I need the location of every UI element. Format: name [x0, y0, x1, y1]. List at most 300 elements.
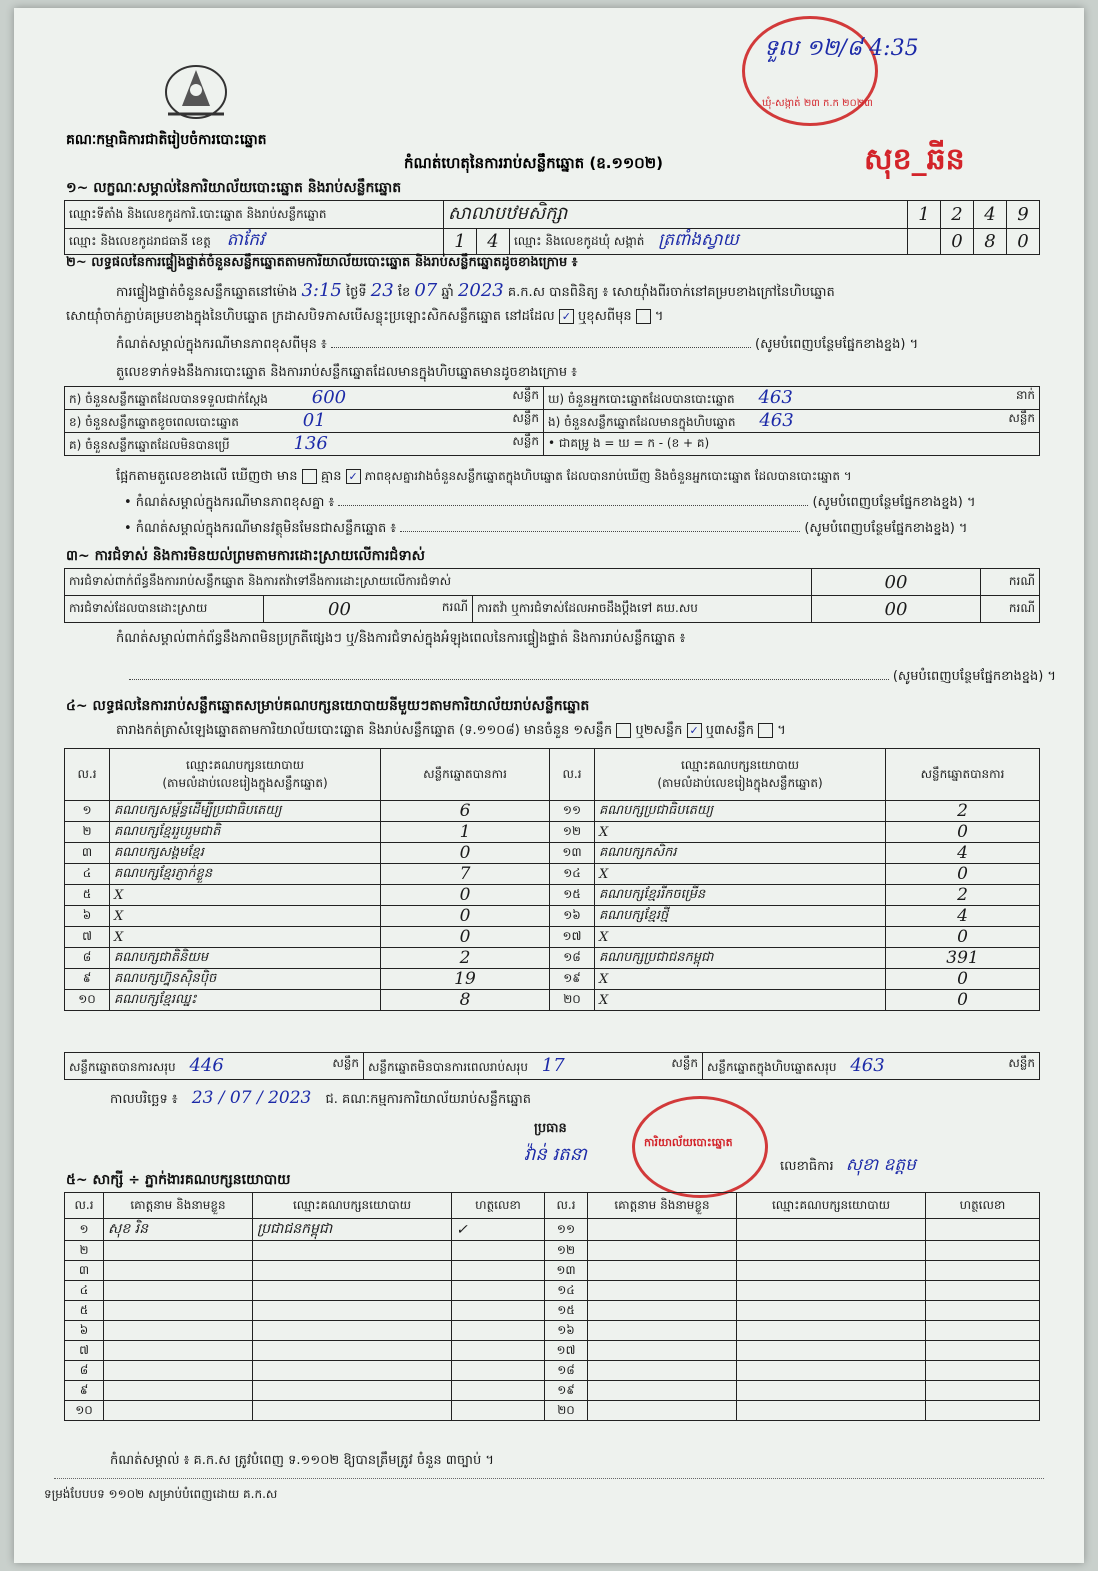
year-label: ឆ្នាំ [441, 285, 454, 300]
count-year: 2023 [457, 280, 504, 301]
month-label: ខែ [397, 285, 411, 300]
figure-b-label: ខ) ចំនួនសន្លឹកឆ្នោតខូចពេលបោះឆ្នោត [69, 415, 239, 429]
witness-party-right [737, 1219, 926, 1241]
figure-d-value: 463 [758, 387, 793, 408]
province-code-1: 1 [444, 229, 477, 255]
witness-sign-left [452, 1321, 545, 1341]
witness-sign-right [926, 1361, 1040, 1381]
result-votes-right: 0 [886, 969, 1040, 990]
objection-row2-value [264, 596, 473, 623]
result-row [65, 969, 1040, 990]
figure-e-unit: សន្លឹក [1008, 411, 1035, 425]
result-no-left: ៦ [65, 906, 110, 927]
witness-sign-left [452, 1261, 545, 1281]
result-party-left: X [110, 927, 381, 948]
result-no-right: ១៧ [550, 927, 595, 948]
witness-name-left [104, 1341, 253, 1361]
witness-no-left: ២ [65, 1241, 104, 1261]
witness-row [65, 1401, 1040, 1421]
col-party-left-sub: (តាមលំដាប់លេខរៀងក្នុងសន្លឹកឆ្នោត) [162, 775, 328, 790]
witness-col-name-right: គោត្តនាម និងនាមខ្លួន [588, 1193, 737, 1219]
witness-name-right [588, 1261, 737, 1281]
emblem-icon [154, 56, 238, 128]
objection-table [64, 568, 1040, 623]
result-votes-right: 391 [886, 948, 1040, 969]
figure-a-value: 600 [311, 387, 347, 408]
result-party-left: X [110, 885, 381, 906]
secretary-signature: សុខា ឧត្តម [845, 1155, 916, 1175]
witness-sign-right [926, 1321, 1040, 1341]
result-votes-right: 4 [886, 906, 1040, 927]
witness-body [65, 1219, 1040, 1421]
witness-party-left [253, 1261, 452, 1281]
objection-row1-unit: ករណី [981, 569, 1040, 596]
witness-no-left: ៦ [65, 1321, 104, 1341]
objection-row2b-label: ការតវ៉ា ឬការជំទាស់ដែលអាចដឹងប្តឹងទៅ គឃ.សប [473, 596, 812, 623]
bullet2-dots [400, 531, 800, 532]
result-row [65, 864, 1040, 885]
witness-party-left [253, 1241, 452, 1261]
witness-sign-right [926, 1341, 1040, 1361]
three-sheet-checkbox[interactable] [758, 723, 773, 738]
section2-heading: ២~ លទ្ធផលនៃការផ្ទៀងផ្ទាត់ចំនួនសន្លឹកឆ្នោតតាមការិយាល័យបោះឆ្នោត និងរាប់សន្លឹកឆ្នោតដូចខាងក្រោម ៖ [66, 255, 578, 270]
result-no-right: ២០ [550, 990, 595, 1011]
bullet1-line [124, 494, 1054, 513]
result-votes-right: 0 [886, 822, 1040, 843]
witness-no-right: ១៤ [545, 1281, 588, 1301]
col-votes-right: សន្លឹកឆ្នោតបានការ [886, 749, 1040, 801]
form-title: កំណត់ហេតុនៃការរាប់សន្លឹកឆ្នោត (ឧ.១១០២) [404, 154, 664, 172]
fill-note: (សូមបំពេញបន្ថែមផ្នែកខាងខ្នង) ។ [755, 337, 919, 352]
result-no-right: ១៩ [550, 969, 595, 990]
total-box: 463 [850, 1055, 885, 1076]
objection-row1-value: 00 [812, 569, 981, 596]
result-no-left: ២ [65, 822, 110, 843]
total-valid-label: សន្លឹកឆ្នោតបានការសរុប [69, 1060, 176, 1074]
count-time: 3:15 [301, 280, 342, 301]
result-row [65, 843, 1040, 864]
result-votes-left: 2 [381, 948, 550, 969]
result-row [65, 948, 1040, 969]
result-party-right: X [595, 969, 886, 990]
station-table [64, 200, 1040, 255]
witness-party-left [253, 1341, 452, 1361]
result-no-right: ១១ [550, 801, 595, 822]
result-party-right: X [595, 927, 886, 948]
witness-sign-left [452, 1241, 545, 1261]
sheet-count-label: តារាងកត់ត្រាសំឡេងឆ្នោតតាមការិយាល័យបោះឆ្នោត និងរាប់សន្លឹកឆ្នោត (ទ.១១០៨) មានចំនួន ១សន្លឹក [116, 723, 613, 738]
count-month: 07 [414, 280, 438, 301]
witness-sign-left [452, 1401, 545, 1421]
result-party-right: X [595, 990, 886, 1011]
province-row [65, 229, 444, 255]
seal-check-line: សោយ៉ាំចាក់ភ្ជាប់គម្របខាងក្នុងនៃហិបឆ្នោត ក្រដាសបិទភាសបើសន្លុះប្រឡោះសិកសន្លឹកឆ្នោត នៅដដែល ✓ ឬខុសពីមុន ។ [66, 309, 664, 324]
witness-name-left [104, 1281, 253, 1301]
footnote: កំណត់សម្គាល់ ៖ គ.ក.ស ត្រូវបំពេញ ទ.១១០២ ឱ្យបានត្រឹមត្រូវ ចំនួន ៣ច្បាប់ ។ [110, 1453, 494, 1468]
unchanged-checkbox[interactable]: ✓ [559, 309, 574, 324]
commune-label: ឈ្មោះ និងលេខកូដឃុំ សង្កាត់ [514, 234, 645, 248]
result-party-left: គណបក្សសង្គមខ្មែរ [110, 843, 381, 864]
irregularity-dots [129, 679, 889, 680]
changed-label: ឬខុសពីមុន [577, 309, 632, 324]
witness-no-right: ១៣ [545, 1261, 588, 1281]
witness-name-left [104, 1261, 253, 1281]
witness-col-party-left: ឈ្មោះគណបក្សនយោបាយ [253, 1193, 452, 1219]
figure-a-unit: សន្លឹក [512, 388, 539, 402]
witness-party-right [737, 1341, 926, 1361]
result-no-left: ១០ [65, 990, 110, 1011]
commune-cell [510, 229, 908, 255]
commune-code-blank [908, 229, 941, 255]
station-label: ឈ្មោះទីតាំង និងលេខកូដការិ.បោះឆ្នោត និងរាប់សន្លឹកឆ្នោត [65, 201, 444, 229]
witness-no-right: ១៧ [545, 1341, 588, 1361]
witness-party-left [253, 1281, 452, 1301]
section5-heading: ៥~ សាក្សី ÷ ភ្នាក់ងារគណបក្សនយោបាយ [66, 1172, 291, 1188]
objection-row2b-value: 00 [812, 596, 981, 623]
results-body [65, 801, 1040, 1011]
witness-sign-right [926, 1261, 1040, 1281]
province-label: ឈ្មោះ និងលេខកូដរាជធានី ខេត្ត [69, 234, 211, 248]
result-no-left: ៩ [65, 969, 110, 990]
result-votes-left: 0 [381, 927, 550, 948]
result-no-left: ១ [65, 801, 110, 822]
commune-code-1: 0 [941, 229, 974, 255]
col-party-right-title: ឈ្មោះគណបក្សនយោបាយ [680, 757, 800, 772]
witness-name-right [588, 1301, 737, 1321]
witness-col-party-right: ឈ្មោះគណបក្សនយោបាយ [737, 1193, 926, 1219]
no-diff-checkbox[interactable]: ✓ [346, 469, 361, 484]
two-sheet-label: ឬ២សន្លឹក [635, 723, 683, 738]
witness-row [65, 1301, 1040, 1321]
result-row [65, 906, 1040, 927]
col-party-left-title: ឈ្មោះគណបក្សនយោបាយ [185, 757, 305, 772]
diff-note-dots [331, 347, 751, 348]
objection-row2-unit: ករណី [441, 599, 468, 614]
witness-party-right [737, 1361, 926, 1381]
witness-no-right: ២០ [545, 1401, 588, 1421]
witness-sign-left [452, 1341, 545, 1361]
witness-name-right [588, 1281, 737, 1301]
witness-no-left: ៤ [65, 1281, 104, 1301]
bullet2-line [124, 520, 1054, 539]
witness-no-right: ១៩ [545, 1381, 588, 1401]
result-party-left: គណបក្សខ្មែររួបរួមជាតិ [110, 822, 381, 843]
result-votes-right: 2 [886, 801, 1040, 822]
bullet2-fill-note: (សូមបំពេញបន្ថែមផ្នែកខាងខ្នង) ។ [804, 521, 968, 536]
commune-name: ត្រពាំងស្វាយ [658, 230, 739, 250]
bullet1-dots [338, 505, 808, 506]
witness-sign-right [926, 1401, 1040, 1421]
witness-name-right [588, 1219, 737, 1241]
figure-row-a [65, 387, 544, 410]
station-code-3: 4 [974, 201, 1007, 229]
total-valid-unit: សន្លឹក [332, 1056, 359, 1070]
witness-name-right [588, 1241, 737, 1261]
figure-d-unit: នាក់ [1015, 388, 1035, 402]
time-line [116, 280, 1056, 303]
result-votes-left: 6 [381, 801, 550, 822]
result-votes-left: 19 [381, 969, 550, 990]
diff-note-line [116, 336, 1051, 355]
figure-c-value: 136 [293, 433, 328, 454]
has-diff-checkbox[interactable] [302, 469, 317, 484]
total-valid-cell [65, 1053, 364, 1080]
result-votes-left: 7 [381, 864, 550, 885]
witness-no-left: ១០ [65, 1401, 104, 1421]
witness-party-left [253, 1401, 452, 1421]
witness-sign-right [926, 1381, 1040, 1401]
section4-heading: ៤~ លទ្ធផលនៃការរាប់សន្លឹកឆ្នោតសម្រាប់គណបក្សនយោបាយនីមួយៗតាមការិយាល័យរាប់សន្លឹកឆ្នោត [66, 698, 590, 714]
province-name: តាកែវ [226, 230, 265, 250]
result-party-right: គណបក្សប្រជាធិបតេយ្យ [595, 801, 886, 822]
witness-row [65, 1219, 1040, 1241]
form-page [14, 8, 1084, 1563]
results-table [64, 748, 1040, 1011]
result-votes-right: 4 [886, 843, 1040, 864]
seal-check-text: សោយ៉ាំចាក់ភ្ជាប់គម្របខាងក្នុងនៃហិបឆ្នោត ក្រដាសបិទភាសបើសន្លុះប្រឡោះសិកសន្លឹកឆ្នោត នៅដដែល [66, 309, 555, 324]
one-sheet-checkbox[interactable] [616, 723, 631, 738]
result-no-right: ១៦ [550, 906, 595, 927]
col-no-left: ល.រ [65, 749, 110, 801]
date-value: 23 / 07 / 2023 [191, 1088, 312, 1108]
result-votes-left: 8 [381, 990, 550, 1011]
witness-name-right [588, 1381, 737, 1401]
figures-intro: តួលេខទាក់ទងនឹងការបោះឆ្នោត និងការរាប់សន្លឹកឆ្នោតដែលមានក្នុងហិបឆ្នោតមានដូចខាងក្រោម ៖ [116, 365, 577, 380]
witness-party-left [253, 1381, 452, 1401]
stamp-handwriting: ទួល ១២/៨ 4:35 [764, 36, 919, 61]
witness-sign-right [926, 1219, 1040, 1241]
result-no-left: ៣ [65, 843, 110, 864]
total-invalid-label: សន្លឹកឆ្នោតមិនបានការពេលរាប់សរុប [368, 1060, 528, 1074]
bullet1-fill-note: (សូមបំពេញបន្ថែមផ្នែកខាងខ្នង) ។ [812, 495, 976, 510]
result-party-left: X [110, 906, 381, 927]
witness-row [65, 1261, 1040, 1281]
witness-no-right: ១៥ [545, 1301, 588, 1321]
irregularity-fill-note: (សូមបំពេញបន្ថែមផ្នែកខាងខ្នង) ។ [892, 669, 1056, 684]
irregularity-note: កំណត់សម្គាល់ពាក់ព័ន្ធនឹងភាពមិនប្រក្រតីផ្សេងៗ ឬ/និងការជំទាស់ក្នុងអំឡុងពេលនៃការផ្ទៀងផ្ទាត់ និងការរាប់សន្លឹកឆ្នោត ៖ [116, 631, 686, 646]
result-row [65, 990, 1040, 1011]
witness-no-right: ១១ [545, 1219, 588, 1241]
witness-col-name-left: គោត្តនាម និងនាមខ្លួន [104, 1193, 253, 1219]
figure-row-e [544, 410, 1040, 433]
seal-text: ការិយាល័យបោះឆ្នោត [644, 1136, 733, 1149]
figure-c-unit: សន្លឹក [512, 434, 539, 448]
witness-table [64, 1192, 1040, 1421]
total-valid: 446 [189, 1055, 224, 1076]
result-row [65, 927, 1040, 948]
province-code-2: 4 [477, 229, 510, 255]
witness-row [65, 1361, 1040, 1381]
witness-sign-left [452, 1301, 545, 1321]
three-sheet-label: ឬ៣សន្លឹក [705, 723, 754, 738]
bullet1-label: • កំណត់សម្គាល់ក្នុងករណីមានភាពខុសគ្នា ៖ [124, 495, 335, 510]
result-no-left: ៧ [65, 927, 110, 948]
witness-col-no-right: ល.រ [545, 1193, 588, 1219]
changed-checkbox[interactable] [636, 309, 651, 324]
witness-name-right [588, 1401, 737, 1421]
result-no-left: ៤ [65, 864, 110, 885]
result-party-right: គណបក្សខ្មែរថ្មី [595, 906, 886, 927]
figure-d-label: ឃ) ចំនួនអ្នកបោះឆ្នោតដែលបានបោះឆ្នោត [548, 392, 735, 406]
no-diff-label: គ្មាន [320, 469, 342, 484]
result-row [65, 822, 1040, 843]
result-no-right: ១៣ [550, 843, 595, 864]
chair-signature: វ៉ាន់ រតនា [524, 1144, 587, 1165]
result-party-left: គណបក្សខ្មែរភ្ញាក់ខ្លួន [110, 864, 381, 885]
witness-name-left [104, 1301, 253, 1321]
result-no-right: ១៤ [550, 864, 595, 885]
date-label: កាលបរិច្ឆេទ ៖ [110, 1092, 178, 1107]
col-party-right-sub: (តាមលំដាប់លេខរៀងក្នុងសន្លឹកឆ្នោត) [657, 775, 823, 790]
witness-row [65, 1341, 1040, 1361]
result-no-right: ១៥ [550, 885, 595, 906]
figure-c-label: គ) ចំនួនសន្លឹកឆ្នោតដែលមិនបានប្រើ [69, 438, 230, 452]
witness-name-left [104, 1321, 253, 1341]
result-party-left: គណបក្សសម្ព័ន្ធដើម្បីប្រជាធិបតេយ្យ [110, 801, 381, 822]
footer-divider [54, 1478, 1044, 1479]
total-box-cell [703, 1053, 1040, 1080]
totals-table [64, 1052, 1040, 1080]
witness-no-right: ១២ [545, 1241, 588, 1261]
witness-sign-right [926, 1241, 1040, 1261]
witness-name-right [588, 1321, 737, 1341]
witness-no-left: ១ [65, 1219, 104, 1241]
time-line-label: ការផ្ទៀងផ្ទាត់ចំនួនសន្លឹកឆ្នោតនៅម៉ោង [116, 285, 298, 300]
commission-name: គណៈកម្មាធិការជាតិរៀបចំការបោះឆ្នោត [66, 132, 267, 148]
figure-row-b [65, 410, 544, 433]
station-code-4: 9 [1007, 201, 1040, 229]
witness-sign-right [926, 1281, 1040, 1301]
total-invalid-cell [364, 1053, 703, 1080]
witness-row [65, 1241, 1040, 1261]
total-invalid: 17 [541, 1055, 565, 1076]
witness-no-right: ១៦ [545, 1321, 588, 1341]
date-line [110, 1088, 531, 1110]
chair-label: ប្រធាន [534, 1121, 567, 1136]
witness-no-left: ៨ [65, 1361, 104, 1381]
witness-row [65, 1321, 1040, 1341]
result-no-right: ១២ [550, 822, 595, 843]
witness-party-right [737, 1321, 926, 1341]
objection-row2-label: ការជំទាស់ដែលបានដោះស្រាយ [65, 596, 264, 623]
witness-sign-right [926, 1301, 1040, 1321]
section1-heading: ១~ លក្ខណៈសម្គាល់នៃការិយាល័យបោះឆ្នោត និងរាប់សន្លឹកឆ្នោត [66, 180, 402, 196]
two-sheet-checkbox[interactable]: ✓ [687, 723, 702, 738]
result-votes-left: 0 [381, 885, 550, 906]
figure-e-label: ង) ចំនួនសន្លឹកឆ្នោតដែលមានក្នុងហិបឆ្នោត [548, 415, 736, 429]
red-mark: សុខ_ឆីន [864, 142, 965, 177]
result-votes-right: 0 [886, 990, 1040, 1011]
commune-code-3: 0 [1007, 229, 1040, 255]
result-votes-left: 0 [381, 906, 550, 927]
witness-party-left [253, 1361, 452, 1381]
witness-party-left [253, 1321, 452, 1341]
witness-col-no-left: ល.រ [65, 1193, 104, 1219]
witness-name-left [104, 1361, 253, 1381]
col-no-right: ល.រ [550, 749, 595, 801]
figure-b-unit: សន្លឹក [512, 411, 539, 425]
time-line-end: គ.ក.ស បានពិនិត្យ ៖ សោយ៉ាំងពីរចាក់នៅគម្របខាងក្រៅនៃហិបឆ្នោត [507, 285, 835, 300]
figures-table [64, 386, 1040, 456]
figure-b-value: 01 [302, 410, 326, 431]
col-party-right [595, 749, 886, 801]
result-party-right: គណបក្សខ្មែររីកចម្រើន [595, 885, 886, 906]
figure-row-d [544, 387, 1040, 410]
col-party-left [110, 749, 381, 801]
witness-party-right [737, 1401, 926, 1421]
compare-line [116, 468, 1056, 487]
witness-name-right [588, 1341, 737, 1361]
witness-sign-left [452, 1281, 545, 1301]
result-party-right: គណបក្សប្រជាជនកម្ពុជា [595, 948, 886, 969]
witness-name-left [104, 1381, 253, 1401]
station-code-2: 2 [941, 201, 974, 229]
result-votes-left: 1 [381, 822, 550, 843]
secretary-line [780, 1154, 916, 1179]
figure-row-c [65, 433, 544, 456]
witness-no-left: ៥ [65, 1301, 104, 1321]
station-code-1: 1 [908, 201, 941, 229]
result-party-left: គណបក្សខ្មែរឈ្នះ [110, 990, 381, 1011]
witness-party-left [253, 1301, 452, 1321]
objection-row1-label: ការជំទាស់ពាក់ព័ន្ធនឹងការរាប់សន្លឹកឆ្នោត និងការតវ៉ាទៅនឹងការដោះស្រាយលើការជំទាស់ [65, 569, 812, 596]
witness-name-left [104, 1241, 253, 1261]
day-label: ថ្ងៃទី [346, 285, 367, 300]
result-votes-right: 0 [886, 864, 1040, 885]
witness-col-sign-left: ហត្ថលេខា [452, 1193, 545, 1219]
stamp-text: ឃុំ-សង្កាត់ ២៣ ក.ក ២០២៣ [762, 98, 873, 109]
witness-sign-left: ✓ [452, 1219, 545, 1241]
witness-party-right [737, 1381, 926, 1401]
committee-label: ជ. គណៈកម្មការការិយាល័យរាប់សន្លឹកឆ្នោត [325, 1092, 532, 1107]
result-votes-right: 2 [886, 885, 1040, 906]
objection-resolved-value: 00 [328, 598, 351, 620]
footer: ទម្រង់បែបបទ ១១០២ សម្រាប់បំពេញដោយ គ.ក.ស [44, 1487, 278, 1501]
count-day: 23 [370, 280, 394, 301]
result-party-left: គណបក្សហ្វ៊ុនស៊ិនប៉ិច [110, 969, 381, 990]
commune-code-2: 8 [974, 229, 1007, 255]
result-party-right: X [595, 822, 886, 843]
witness-row [65, 1281, 1040, 1301]
total-box-unit: សន្លឹក [1008, 1056, 1035, 1070]
compare-label: ផ្អែកតាមតួលេខខាងលើ ឃើញថា មាន [116, 469, 298, 484]
sheet-count-line: តារាងកត់ត្រាសំឡេងឆ្នោតតាមការិយាល័យបោះឆ្នោត និងរាប់សន្លឹកឆ្នោត (ទ.១១០៨) មានចំនួន ១សន្លឹក ឬ២សន្លឹក ✓ ឬ៣សន្លឹក ។ [116, 723, 786, 738]
formula-cell: • ជាគម្រូ ង = ឃ = ក - (ខ + គ) [544, 433, 1040, 456]
witness-name-left: សុខ រិន [104, 1219, 253, 1241]
witness-party-left: ប្រជាជនកម្ពុជា [253, 1219, 452, 1241]
station-name: សាលាបឋមសិក្សា [444, 201, 908, 229]
witness-no-left: ៧ [65, 1341, 104, 1361]
result-row [65, 801, 1040, 822]
section3-heading: ៣~ ការជំទាស់ និងការមិនយល់ព្រមតាមការដោះស្រាយលើការជំទាស់ [66, 548, 425, 564]
witness-party-right [737, 1301, 926, 1321]
result-votes-left: 0 [381, 843, 550, 864]
result-no-left: ៥ [65, 885, 110, 906]
witness-no-left: ៣ [65, 1261, 104, 1281]
witness-sign-left [452, 1361, 545, 1381]
irregularity-line [66, 668, 1056, 687]
col-votes-left: សន្លឹកឆ្នោតបានការ [381, 749, 550, 801]
figure-a-label: ក) ចំនួនសន្លឹកឆ្នោតដែលបានទទួលជាក់ស្តែង [69, 392, 268, 406]
bullet2-label: • កំណត់សម្គាល់ក្នុងករណីមានវត្ថុមិនមែនជាសន្លឹកឆ្នោត ៖ [124, 521, 397, 536]
witness-party-right [737, 1281, 926, 1301]
witness-no-right: ១៨ [545, 1361, 588, 1381]
secretary-label: លេខាធិការ [780, 1159, 834, 1174]
diff-note-label: កំណត់សម្គាល់ក្នុងករណីមានភាពខុសពីមុន ៖ [116, 337, 327, 352]
result-votes-right: 0 [886, 927, 1040, 948]
objection-row2b-unit: ករណី [981, 596, 1040, 623]
compare-text: ភាពខុសគ្នារវាងចំនួនសន្លឹកឆ្នោតក្នុងហិបឆ្នោត ដែលបានរាប់ឃើញ និងចំនួនអ្នកបោះឆ្នោត ដែលបានបោះឆ្នោត ។ [364, 469, 852, 483]
